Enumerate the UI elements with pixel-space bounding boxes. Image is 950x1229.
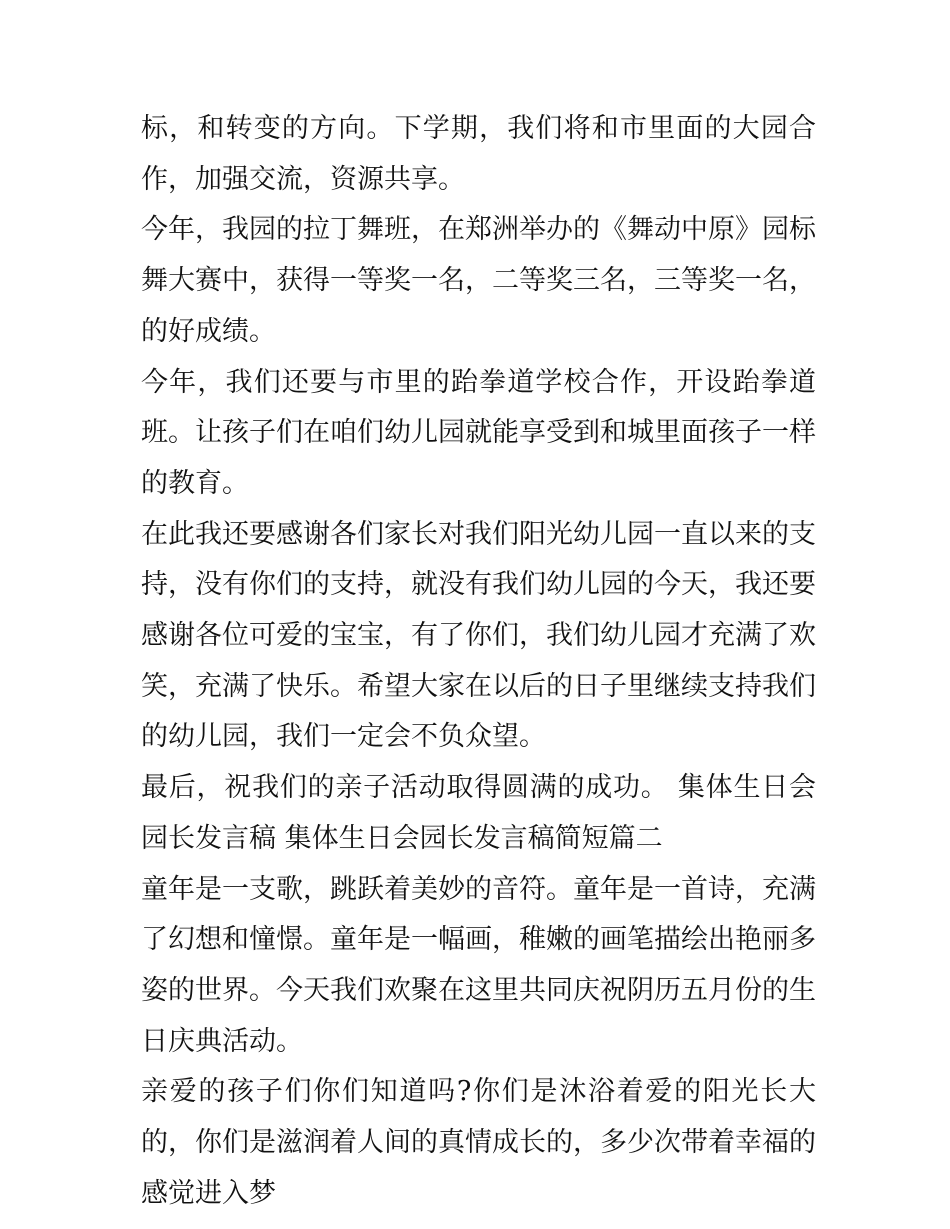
paragraph-2: 今年，我园的拉丁舞班，在郑洲举办的《舞动中原》园标舞大赛中，获得一等奖一名，二等奖三名，三等奖一名，的好成绩。 <box>141 214 816 347</box>
paragraph-3: 今年，我们还要与市里的跆拳道学校合作，开设跆拳道班。让孩子们在咱们幼儿园就能享受到和城里面孩子一样的教育。 <box>141 366 816 499</box>
paragraph-7: 亲爱的孩子们你们知道吗?你们是沐浴着爱的阳光长大的，你们是滋润着人间的真情成长的，多少次带着幸福的感觉进入梦 <box>141 1076 816 1209</box>
paragraph-5: 最后，祝我们的亲子活动取得圆满的成功。 集体生日会园长发言稿 集体生日会园长发言稿简短篇二 <box>141 772 816 854</box>
paragraph-6: 童年是一支歌，跳跃着美妙的音符。童年是一首诗，充满了幻想和憧憬。童年是一幅画，稚嫩的画笔描绘出艳丽多姿的世界。今天我们欢聚在这里共同庆祝阴历五月份的生日庆典活动。 <box>141 873 816 1057</box>
paragraph-4: 在此我还要感谢各们家长对我们阳光幼儿园一直以来的支持，没有你们的支持，就没有我们幼儿园的今天，我还要感谢各位可爱的宝宝，有了你们，我们幼儿园才充满了欢笑，充满了快乐。希望大家在以后的日子里继续支持我们的幼儿园，我们一定会不负众望。 <box>141 518 816 753</box>
document-body <box>141 104 816 1219</box>
paragraph-1: 标，和转变的方向。下学期，我们将和市里面的大园合作，加强交流，资源共享。 <box>141 113 816 195</box>
